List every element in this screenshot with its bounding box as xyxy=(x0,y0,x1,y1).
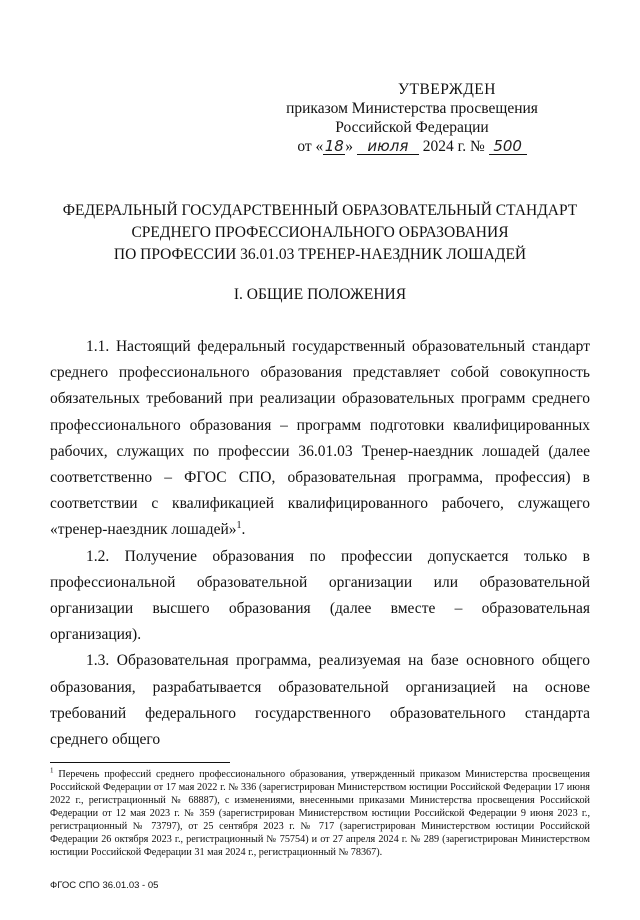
paragraph-1-3: 1.3. Образовательная программа, реализуемая на базе основного общего образования, разрабатывается образовательной организацией на основе требований федерального государственного образовательного стандарта среднего общего xyxy=(50,652,590,749)
paragraph-1-1-end: . xyxy=(241,521,246,539)
document-body xyxy=(50,334,590,753)
approval-line-ministry: приказом Министерства просвещения xyxy=(286,100,538,117)
footnote-reference: 1 xyxy=(236,520,242,532)
paragraph-1-1-text: 1.1. Настоящий федеральный государственный образовательный стандарт среднего профессионального образования представляет собой совокупность обязательных требований при реализации образовательных программ среднего профессионального образования – программ подготовки квалифицированных рабочих, служащих по профессии 36.01.03 Тренер-наездник лошадей (далее соответственно – ФГОС СПО, образовательная программа, профессия) в соответствии с квалификацией квалифицированного рабочего, служащего «тренер-наездник лошадей» xyxy=(50,338,590,539)
handwritten-day: 18 xyxy=(324,137,344,155)
title-line-3: ПО ПРОФЕССИИ 36.01.03 ТРЕНЕР-НАЕЗДНИК ЛОШАДЕЙ xyxy=(113,246,527,263)
paragraph-1-2: 1.2. Получение образования по профессии допускается только в профессиональной образовательной организации или образовательной организации высшего образования (далее вместе – образовательная организация). xyxy=(50,547,590,644)
approval-block xyxy=(272,80,552,156)
footnote xyxy=(50,768,590,859)
approval-date-line xyxy=(272,137,552,156)
document-code: ФГОС СПО 36.01.03 - 05 xyxy=(50,880,159,891)
date-prefix: от « xyxy=(297,138,324,155)
handwritten-month: июля xyxy=(357,139,419,155)
title-line-2: СРЕДНЕГО ПРОФЕССИОНАЛЬНОГО ОБРАЗОВАНИЯ xyxy=(131,224,509,241)
approval-line-federation: Российской Федерации xyxy=(335,119,489,136)
approval-heading: УТВЕРЖДЕН xyxy=(398,81,496,98)
paragraph-1-1 xyxy=(50,334,590,544)
footnote-number: 1 xyxy=(50,766,54,775)
footnote-text: Перечень профессий среднего профессионального образования, утвержденный приказом Министерства просвещения Российской Федерации от 17 мая 2022 г. № 336 (зарегистрирован Министерством юстиции Российской Федерации 17 июня 2022 г., регистрационный № 68887), с изменениями, внесенными приказами Министерства просвещения Российской Федерации от 12 мая 2023 г. № 359 (зарегистрирован Министерством юстиции Российской Федерации 9 июня 2023 г., регистрационный № 73797), от 25 сентября 2023 г. № 717 (зарегистрирован Министерством юстиции Российской Федерации 26 октября 2023 г., регистрационный № 75754) и от 27 апреля 2024 г. № 289 (зарегистрирован Министерством юстиции Российской Федерации 31 мая 2024 г., регистрационный № 78367). xyxy=(50,769,590,858)
date-mid: » xyxy=(345,138,354,155)
section-heading: I. ОБЩИЕ ПОЛОЖЕНИЯ xyxy=(233,286,407,303)
date-suffix: 2024 г. № xyxy=(422,138,485,155)
handwritten-number: 500 xyxy=(489,139,527,155)
title-line-1: ФЕДЕРАЛЬНЫЙ ГОСУДАРСТВЕННЫЙ ОБРАЗОВАТЕЛЬНЫЙ СТАНДАРТ xyxy=(62,202,578,219)
footnote-separator xyxy=(50,762,230,763)
document-title xyxy=(40,200,600,266)
